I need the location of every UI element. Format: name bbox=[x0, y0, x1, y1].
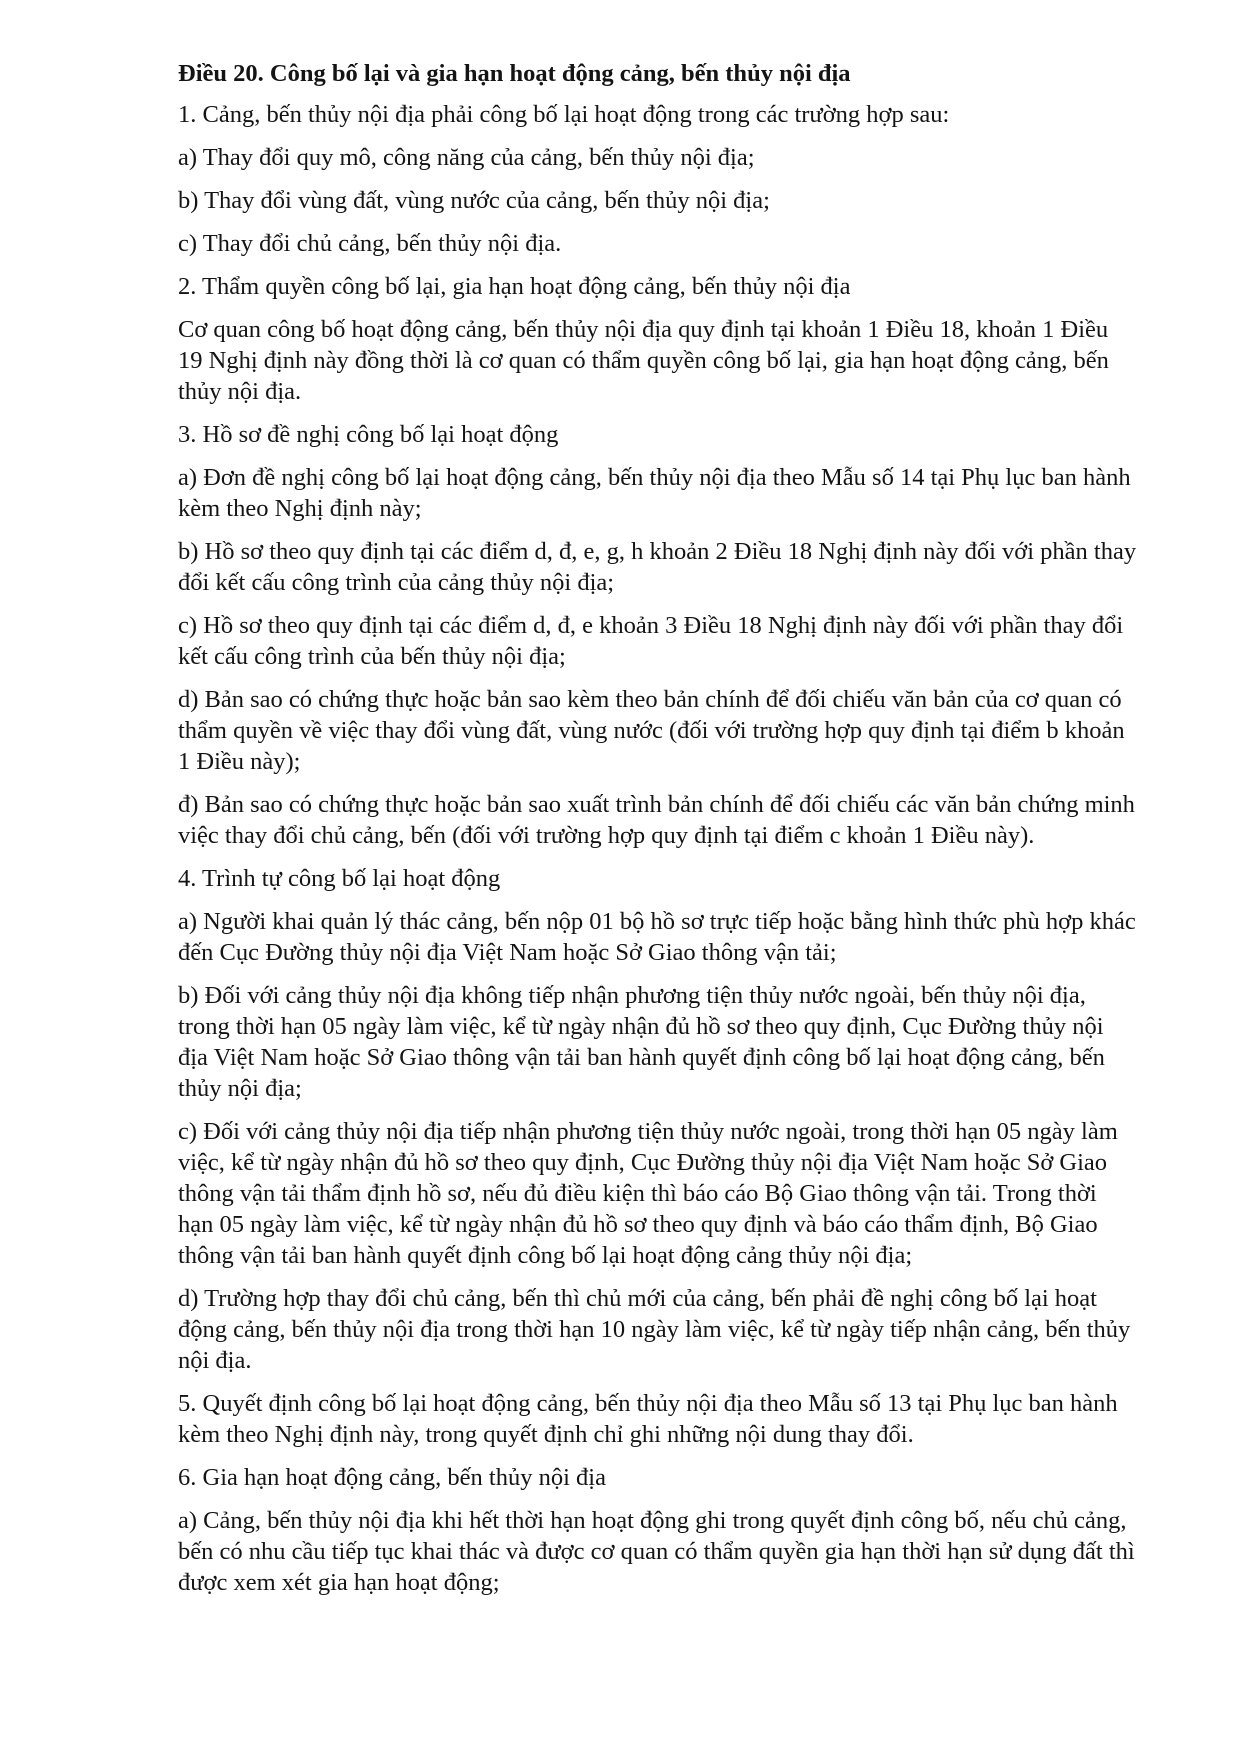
clause-4-item-c: c) Đối với cảng thủy nội địa tiếp nhận phương tiện thủy nước ngoài, trong thời hạn 05 ngày làm việc, kể từ ngày nhận đủ hồ sơ theo quy định, Cục Đường thủy nội địa Việt Nam hoặc Sở Giao thông vận tải thẩm định hồ sơ, nếu đủ điều kiện thì báo cáo Bộ Giao thông vận tải. Trong thời hạn 05 ngày làm việc, kể từ ngày nhận đủ hồ sơ theo quy định và báo cáo thẩm định, Bộ Giao thông vận tải ban hành quyết định công bố lại hoạt động cảng thủy nội địa; bbox=[178, 1118, 1118, 1269]
document-page bbox=[178, 58, 1138, 1610]
clause-1: 1. Cảng, bến thủy nội địa phải công bố lại hoạt động trong các trường hợp sau: bbox=[178, 101, 950, 128]
clause-2: 2. Thẩm quyền công bố lại, gia hạn hoạt động cảng, bến thủy nội địa bbox=[178, 273, 851, 300]
clause-3-item-a: a) Đơn đề nghị công bố lại hoạt động cảng, bến thủy nội địa theo Mẫu số 14 tại Phụ lục ban hành kèm theo Nghị định này; bbox=[178, 464, 1131, 522]
clause-6-item-a: a) Cảng, bến thủy nội địa khi hết thời hạn hoạt động ghi trong quyết định công bố, nếu chủ cảng, bến có nhu cầu tiếp tục khai thác và được cơ quan có thẩm quyền gia hạn thời hạn sử dụng đất thì được xem xét gia hạn hoạt động; bbox=[178, 1507, 1135, 1596]
clause-5: 5. Quyết định công bố lại hoạt động cảng, bến thủy nội địa theo Mẫu số 13 tại Phụ lục ban hành kèm theo Nghị định này, trong quyết định chỉ ghi những nội dung thay đổi. bbox=[178, 1390, 1118, 1448]
clause-3-item-dd: đ) Bản sao có chứng thực hoặc bản sao xuất trình bản chính để đối chiếu các văn bản chứng minh việc thay đổi chủ cảng, bến (đối với trường hợp quy định tại điểm c khoản 1 Điều này). bbox=[178, 791, 1135, 849]
clause-3-item-b: b) Hồ sơ theo quy định tại các điểm d, đ, e, g, h khoản 2 Điều 18 Nghị định này đối với phần thay đổi kết cấu công trình của cảng thủy nội địa; bbox=[178, 538, 1137, 596]
clause-3-item-d: d) Bản sao có chứng thực hoặc bản sao kèm theo bản chính để đối chiếu văn bản của cơ quan có thẩm quyền về việc thay đổi vùng đất, vùng nước (đối với trường hợp quy định tại điểm b khoản 1 Điều này); bbox=[178, 686, 1125, 775]
clause-4-item-b: b) Đối với cảng thủy nội địa không tiếp nhận phương tiện thủy nước ngoài, bến thủy nội địa, trong thời hạn 05 ngày làm việc, kể từ ngày nhận đủ hồ sơ theo quy định, Cục Đường thủy nội địa Việt Nam hoặc Sở Giao thông vận tải ban hành quyết định công bố lại hoạt động cảng, bến thủy nội địa; bbox=[178, 982, 1105, 1102]
clause-4-item-a: a) Người khai quản lý thác cảng, bến nộp 01 bộ hồ sơ trực tiếp hoặc bằng hình thức phù hợp khác đến Cục Đường thủy nội địa Việt Nam hoặc Sở Giao thông vận tải; bbox=[178, 908, 1136, 966]
clause-1-item-a: a) Thay đổi quy mô, công năng của cảng, bến thủy nội địa; bbox=[178, 144, 755, 171]
clause-3-item-c: c) Hồ sơ theo quy định tại các điểm d, đ, e khoản 3 Điều 18 Nghị định này đối với phần thay đổi kết cấu công trình của bến thủy nội địa; bbox=[178, 612, 1124, 670]
clause-1-item-b: b) Thay đổi vùng đất, vùng nước của cảng, bến thủy nội địa; bbox=[178, 187, 770, 214]
clause-4: 4. Trình tự công bố lại hoạt động bbox=[178, 865, 501, 892]
clause-6: 6. Gia hạn hoạt động cảng, bến thủy nội địa bbox=[178, 1464, 606, 1491]
clause-1-item-c: c) Thay đổi chủ cảng, bến thủy nội địa. bbox=[178, 230, 562, 257]
clause-3: 3. Hồ sơ đề nghị công bố lại hoạt động bbox=[178, 421, 559, 448]
article-heading: Điều 20. Công bố lại và gia hạn hoạt động cảng, bến thủy nội địa bbox=[178, 60, 851, 87]
clause-4-item-d: d) Trường hợp thay đổi chủ cảng, bến thì chủ mới của cảng, bến phải đề nghị công bố lại hoạt động cảng, bến thủy nội địa trong thời hạn 10 ngày làm việc, kể từ ngày tiếp nhận cảng, bến thủy nội địa. bbox=[178, 1285, 1131, 1374]
clause-2-body: Cơ quan công bố hoạt động cảng, bến thủy nội địa quy định tại khoản 1 Điều 18, khoản 1 Điều 19 Nghị định này đồng thời là cơ quan có thẩm quyền công bố lại, gia hạn hoạt động cảng, bến thủy nội địa. bbox=[178, 316, 1109, 405]
